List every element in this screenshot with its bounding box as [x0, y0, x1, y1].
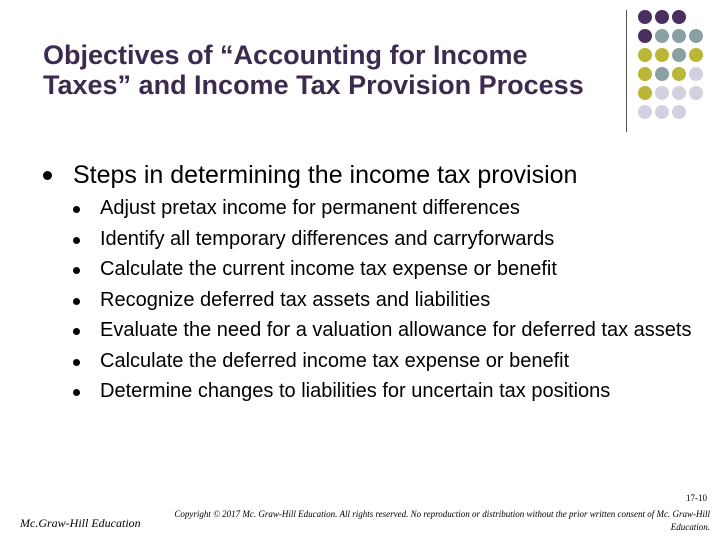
- main-bullet: [43, 161, 693, 189]
- decorative-dot: [655, 10, 669, 24]
- main-bullet-text: Steps in determining the income tax provision: [73, 161, 578, 189]
- sub-bullet-item: [73, 319, 693, 343]
- decorative-dot: [689, 48, 703, 62]
- decorative-dot: [655, 29, 669, 43]
- decorative-dot: [672, 86, 686, 100]
- decorative-dot-grid: [638, 10, 720, 126]
- bullet-dot-icon: [73, 328, 80, 335]
- decorative-dot: [672, 67, 686, 81]
- publisher-name: Mc.Graw-Hill Education: [20, 516, 141, 530]
- bullet-dot-icon: [73, 206, 80, 213]
- sub-bullet-item: [73, 197, 693, 221]
- decorative-dot: [638, 10, 652, 24]
- sub-bullet-text: Evaluate the need for a valuation allowance for deferred tax assets: [100, 319, 692, 341]
- bullet-dot-icon: [43, 171, 52, 180]
- sub-bullet-item: [73, 289, 693, 313]
- sub-bullet-text: Adjust pretax income for permanent differences: [100, 197, 520, 219]
- decorative-dot: [638, 105, 652, 119]
- sub-bullet-text: Calculate the current income tax expense or benefit: [100, 258, 557, 280]
- sub-bullet-list: [73, 197, 693, 411]
- decorative-dot: [655, 48, 669, 62]
- decorative-dot: [672, 29, 686, 43]
- bullet-dot-icon: [73, 267, 80, 274]
- bullet-dot-icon: [73, 237, 80, 244]
- decorative-dot: [689, 86, 703, 100]
- sub-bullet-item: [73, 350, 693, 374]
- sub-bullet-text: Recognize deferred tax assets and liabilities: [100, 288, 491, 311]
- copyright-notice: Copyright © 2017 Mc. Graw-Hill Education. All rights reserved. No reproduction or distribution without the prior written consent of Mc. Graw-Hill Education.: [174, 509, 710, 532]
- sub-bullet-item: [73, 380, 693, 404]
- decorative-dot: [638, 29, 652, 43]
- decorative-dot: [638, 67, 652, 81]
- decorative-dot: [638, 48, 652, 62]
- decorative-dot: [655, 105, 669, 119]
- decorative-dot: [655, 67, 669, 81]
- decorative-dot: [655, 86, 669, 100]
- bullet-dot-icon: [73, 359, 80, 366]
- bullet-dot-icon: [73, 389, 80, 396]
- sub-bullet-text: Determine changes to liabilities for uncertain tax positions: [100, 380, 611, 402]
- sub-bullet-item: [73, 258, 693, 282]
- decorative-dot: [672, 105, 686, 119]
- page-number: 17-10: [686, 493, 707, 503]
- sub-bullet-item: [73, 228, 693, 252]
- decorative-dot: [689, 29, 703, 43]
- decorative-dot: [672, 48, 686, 62]
- title-divider-line: [626, 10, 627, 132]
- bullet-dot-icon: [73, 298, 80, 305]
- decorative-dot: [638, 86, 652, 100]
- sub-bullet-text: Identify all temporary differences and carryforwards: [100, 227, 555, 250]
- slide-title: Objectives of “Accounting for Income Taxes” and Income Tax Provision Process: [43, 40, 584, 100]
- decorative-dot: [672, 10, 686, 24]
- decorative-dot: [689, 67, 703, 81]
- sub-bullet-text: Calculate the deferred income tax expense or benefit: [100, 349, 570, 372]
